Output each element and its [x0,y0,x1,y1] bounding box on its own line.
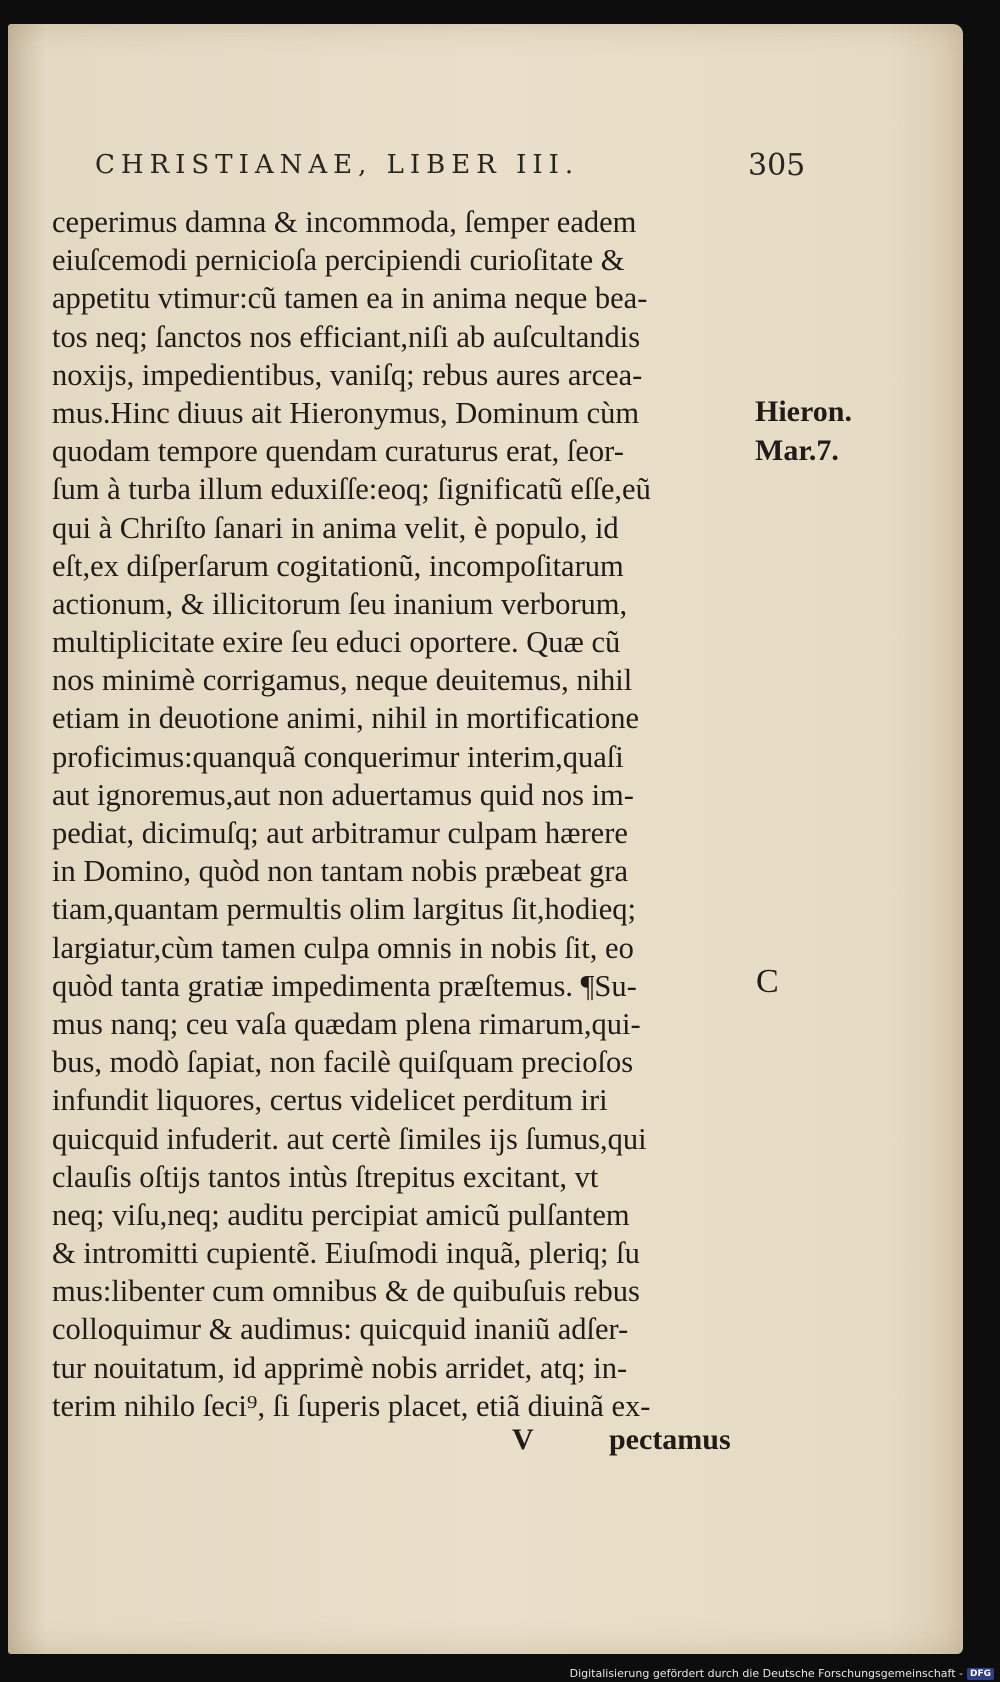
marginal-section-letter: C [756,963,779,1000]
text-line: tur nouitatum, id apprimè nobis arridet, atq; in- [52,1350,628,1385]
marginal-reference-mark: Mar.7. [755,434,839,467]
page-number: 305 [748,148,806,183]
marginal-reference-hieron: Hieron. [755,395,852,428]
text-line: bus, modò ſapiat, non facilè quiſquam precioſos [52,1045,634,1080]
text-line: mus nanq; ceu vaſa quædam plena rimarum,qui- [52,1006,641,1041]
digitization-credit [570,1667,994,1680]
text-line: tiam,quantam permultis olim largitus ſit,hodieq; [52,892,636,927]
text-line: quodam tempore quendam curaturus erat, ſeor- [52,434,624,469]
text-line: terim nihilo ſeci⁹, ſi ſuperis placet, etiã diuinã ex- [52,1388,651,1423]
text-line: proficimus:quanquã conquerimur interim,quaſi [52,739,624,774]
text-line: in Domino, quòd non tantam nobis præbeat gra [52,854,629,889]
text-line: mus:libenter cum omnibus & de quibuſuis rebus [52,1274,640,1309]
text-line: colloquimur & audimus: quicquid inaniũ adſer- [52,1312,629,1347]
body-text [52,203,752,1425]
text-line: multiplicitate exire ſeu educi oportere. Quæ cũ [52,625,621,660]
signature-mark: V [512,1423,534,1456]
text-line: largiatur,cùm tamen culpa omnis in nobis ſit, eo [52,930,634,965]
text-line: eſt,ex diſperſarum cogitationũ, incompoſitarum [52,548,624,583]
text-line: eiuſcemodi pernicioſa percipiendi curioſitate & [52,243,625,278]
text-line: noxijs, impedientibus, vaniſq; rebus aures arcea- [52,357,643,392]
text-line: qui à Chriſto ſanari in anima velit, è populo, id [52,510,619,545]
text-line: quòd tanta gratiæ impedimenta præſtemus. ¶Su- [52,968,637,1003]
text-line: & intromitti cupientẽ. Eiuſmodi inquã, pleriq; ſu [52,1236,640,1271]
text-line: etiam in deuotione animi, nihil in mortificatione [52,701,639,736]
text-line: quicquid infuderit. aut certè ſimiles ijs ſumus,qui [52,1121,647,1156]
dfg-logo: DFG [967,1668,994,1680]
credit-text: Digitalisierung gefördert durch die Deutsche Forschungsgemeinschaft - [569,1667,963,1680]
text-line: pediat, dicimuſq; aut arbitramur culpam hærere [52,816,628,850]
text-line: ſum à turba illum eduxiſſe:eoq; ſignificatũ eſſe,eũ [52,472,651,507]
text-line: ceperimus damna & incommoda, ſemper eadem [52,205,637,239]
text-line: infundit liquores, certus videlicet perditum iri [52,1083,608,1118]
text-line: appetitu vtimur:cũ tamen ea in anima neque bea- [52,281,648,316]
text-line: tos neq; ſanctos nos efficiant,niſi ab auſcultandis [52,319,641,354]
text-line: aut ignoremus,aut non aduertamus quid nos im- [52,777,634,812]
text-line: clauſis oſtijs tantos intùs ſtrepitus excitant, vt [52,1159,599,1194]
text-line: nos minimè corrigamus, neque deuitemus, nihil [52,663,633,698]
text-line: neq; viſu,neq; auditu percipiat amicũ pulſantem [52,1197,630,1232]
text-line: mus.Hinc diuus ait Hieronymus, Dominum cùm [52,395,640,430]
catchword: pectamus [609,1423,731,1456]
text-line: actionum, & illicitorum ſeu inanium verborum, [52,586,628,621]
running-title: CHRISTIANAE, LIBER III. [95,150,580,180]
